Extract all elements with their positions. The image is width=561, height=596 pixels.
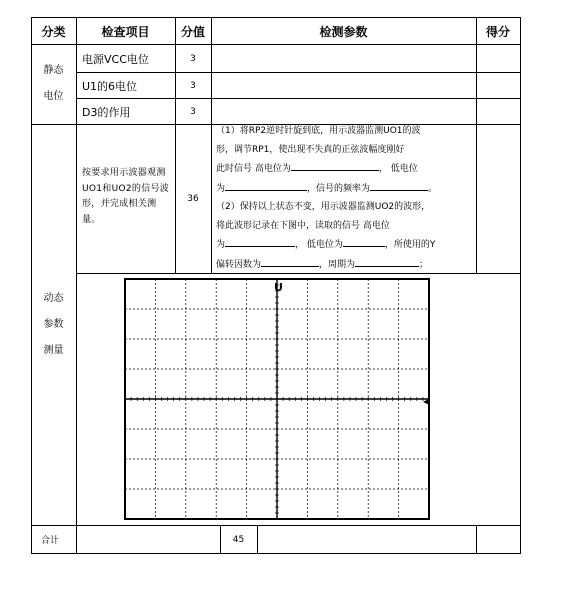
blank-low-potential-1[interactable] xyxy=(225,179,307,191)
scope-right-marker: ◂ xyxy=(423,396,429,408)
table-border-bottom xyxy=(31,553,521,554)
param-p2-line3-text3: ，所使用的Y xyxy=(384,240,436,250)
param-p1-line1: （1）将RP2逆时针旋到底，用示波器监测UO1的波 xyxy=(216,126,421,136)
dynamic-category xyxy=(31,286,76,364)
blank-high-potential-1[interactable] xyxy=(291,159,379,171)
param-p2-line3 xyxy=(216,235,471,255)
static-category-line1: 静态 xyxy=(43,65,64,76)
static-category-line2: 电位 xyxy=(43,91,64,102)
param-p2-line3-text2: ， 低电位为 xyxy=(295,240,343,250)
static-item-d3: D3的作用 xyxy=(82,105,131,119)
static-params-d3[interactable] xyxy=(211,99,476,124)
total-params[interactable] xyxy=(257,526,476,553)
header-score: 分值 xyxy=(180,24,205,39)
param-p2-line1: （2）保持以上状态不变，用示波器监测UO2的波形， xyxy=(216,202,431,212)
param-p2-line4 xyxy=(216,255,471,275)
total-score: 45 xyxy=(232,534,245,545)
total-points[interactable] xyxy=(476,526,520,553)
param-p2-line4-text2: ，周期为 xyxy=(319,259,356,270)
blank-low-potential-2[interactable] xyxy=(343,235,385,247)
header-points: 得分 xyxy=(485,24,510,39)
static-score-vcc: 3 xyxy=(190,53,196,64)
dynamic-item: 按要求用示波器观测UO1和UO2的信号波形，并完成相关测量。 xyxy=(82,168,170,225)
param-p1-line4-text2: ，信号的频率为 xyxy=(307,183,371,194)
scope-top-marker: U xyxy=(274,281,283,294)
oscilloscope-svg xyxy=(123,277,431,521)
blank-y-deflection[interactable] xyxy=(261,255,319,267)
param-p1-line4-text: 为 xyxy=(216,183,226,194)
total-label: 合计 xyxy=(41,536,60,546)
static-item-u1: U1的6电位 xyxy=(82,79,138,93)
static-params-u1[interactable] xyxy=(211,73,476,98)
param-p1-line3-text2: ， 低电位 xyxy=(378,164,418,174)
static-score-d3: 3 xyxy=(190,106,196,117)
static-points-d3[interactable] xyxy=(476,99,520,124)
header-params: 检测参数 xyxy=(319,24,368,39)
blank-period[interactable] xyxy=(355,255,419,267)
param-p2-line2: 将此波形记录在下图中，读取的信号 高电位 xyxy=(216,220,390,231)
static-points-u1[interactable] xyxy=(476,73,520,98)
static-item-vcc: 电源VCC电位 xyxy=(82,52,149,66)
dynamic-category-line3: 测量 xyxy=(43,345,64,356)
dynamic-category-line2: 参数 xyxy=(43,319,64,330)
param-p1-line3 xyxy=(216,159,471,179)
table-border-right xyxy=(520,17,521,554)
static-score-u1: 3 xyxy=(190,80,196,91)
dynamic-params xyxy=(211,122,476,274)
param-p2-line4-text: 偏转因数为 xyxy=(216,259,262,270)
param-p1-line4-text3: 。 xyxy=(428,183,438,194)
header-category: 分类 xyxy=(41,24,66,39)
blank-frequency[interactable] xyxy=(370,179,428,191)
param-p2-line3-text: 为 xyxy=(216,240,226,250)
static-category xyxy=(31,58,76,110)
param-p2-line4-text3: ； xyxy=(419,259,429,270)
param-p1-line4 xyxy=(216,179,471,199)
param-p1-line2: 形，调节RP1，使出现不失真的正弦波幅度刚好 xyxy=(216,144,405,155)
blank-high-potential-2[interactable] xyxy=(225,235,295,247)
dynamic-score: 36 xyxy=(187,194,199,204)
param-p1-line3-text: 此时信号 高电位为 xyxy=(216,164,291,174)
dynamic-category-line1: 动态 xyxy=(43,293,64,304)
dynamic-points[interactable] xyxy=(476,125,520,273)
total-item xyxy=(76,526,220,553)
static-points-vcc[interactable] xyxy=(476,45,520,72)
oscilloscope-grid[interactable] xyxy=(123,277,431,521)
static-params-vcc[interactable] xyxy=(211,45,476,72)
header-item: 检查项目 xyxy=(101,24,150,39)
